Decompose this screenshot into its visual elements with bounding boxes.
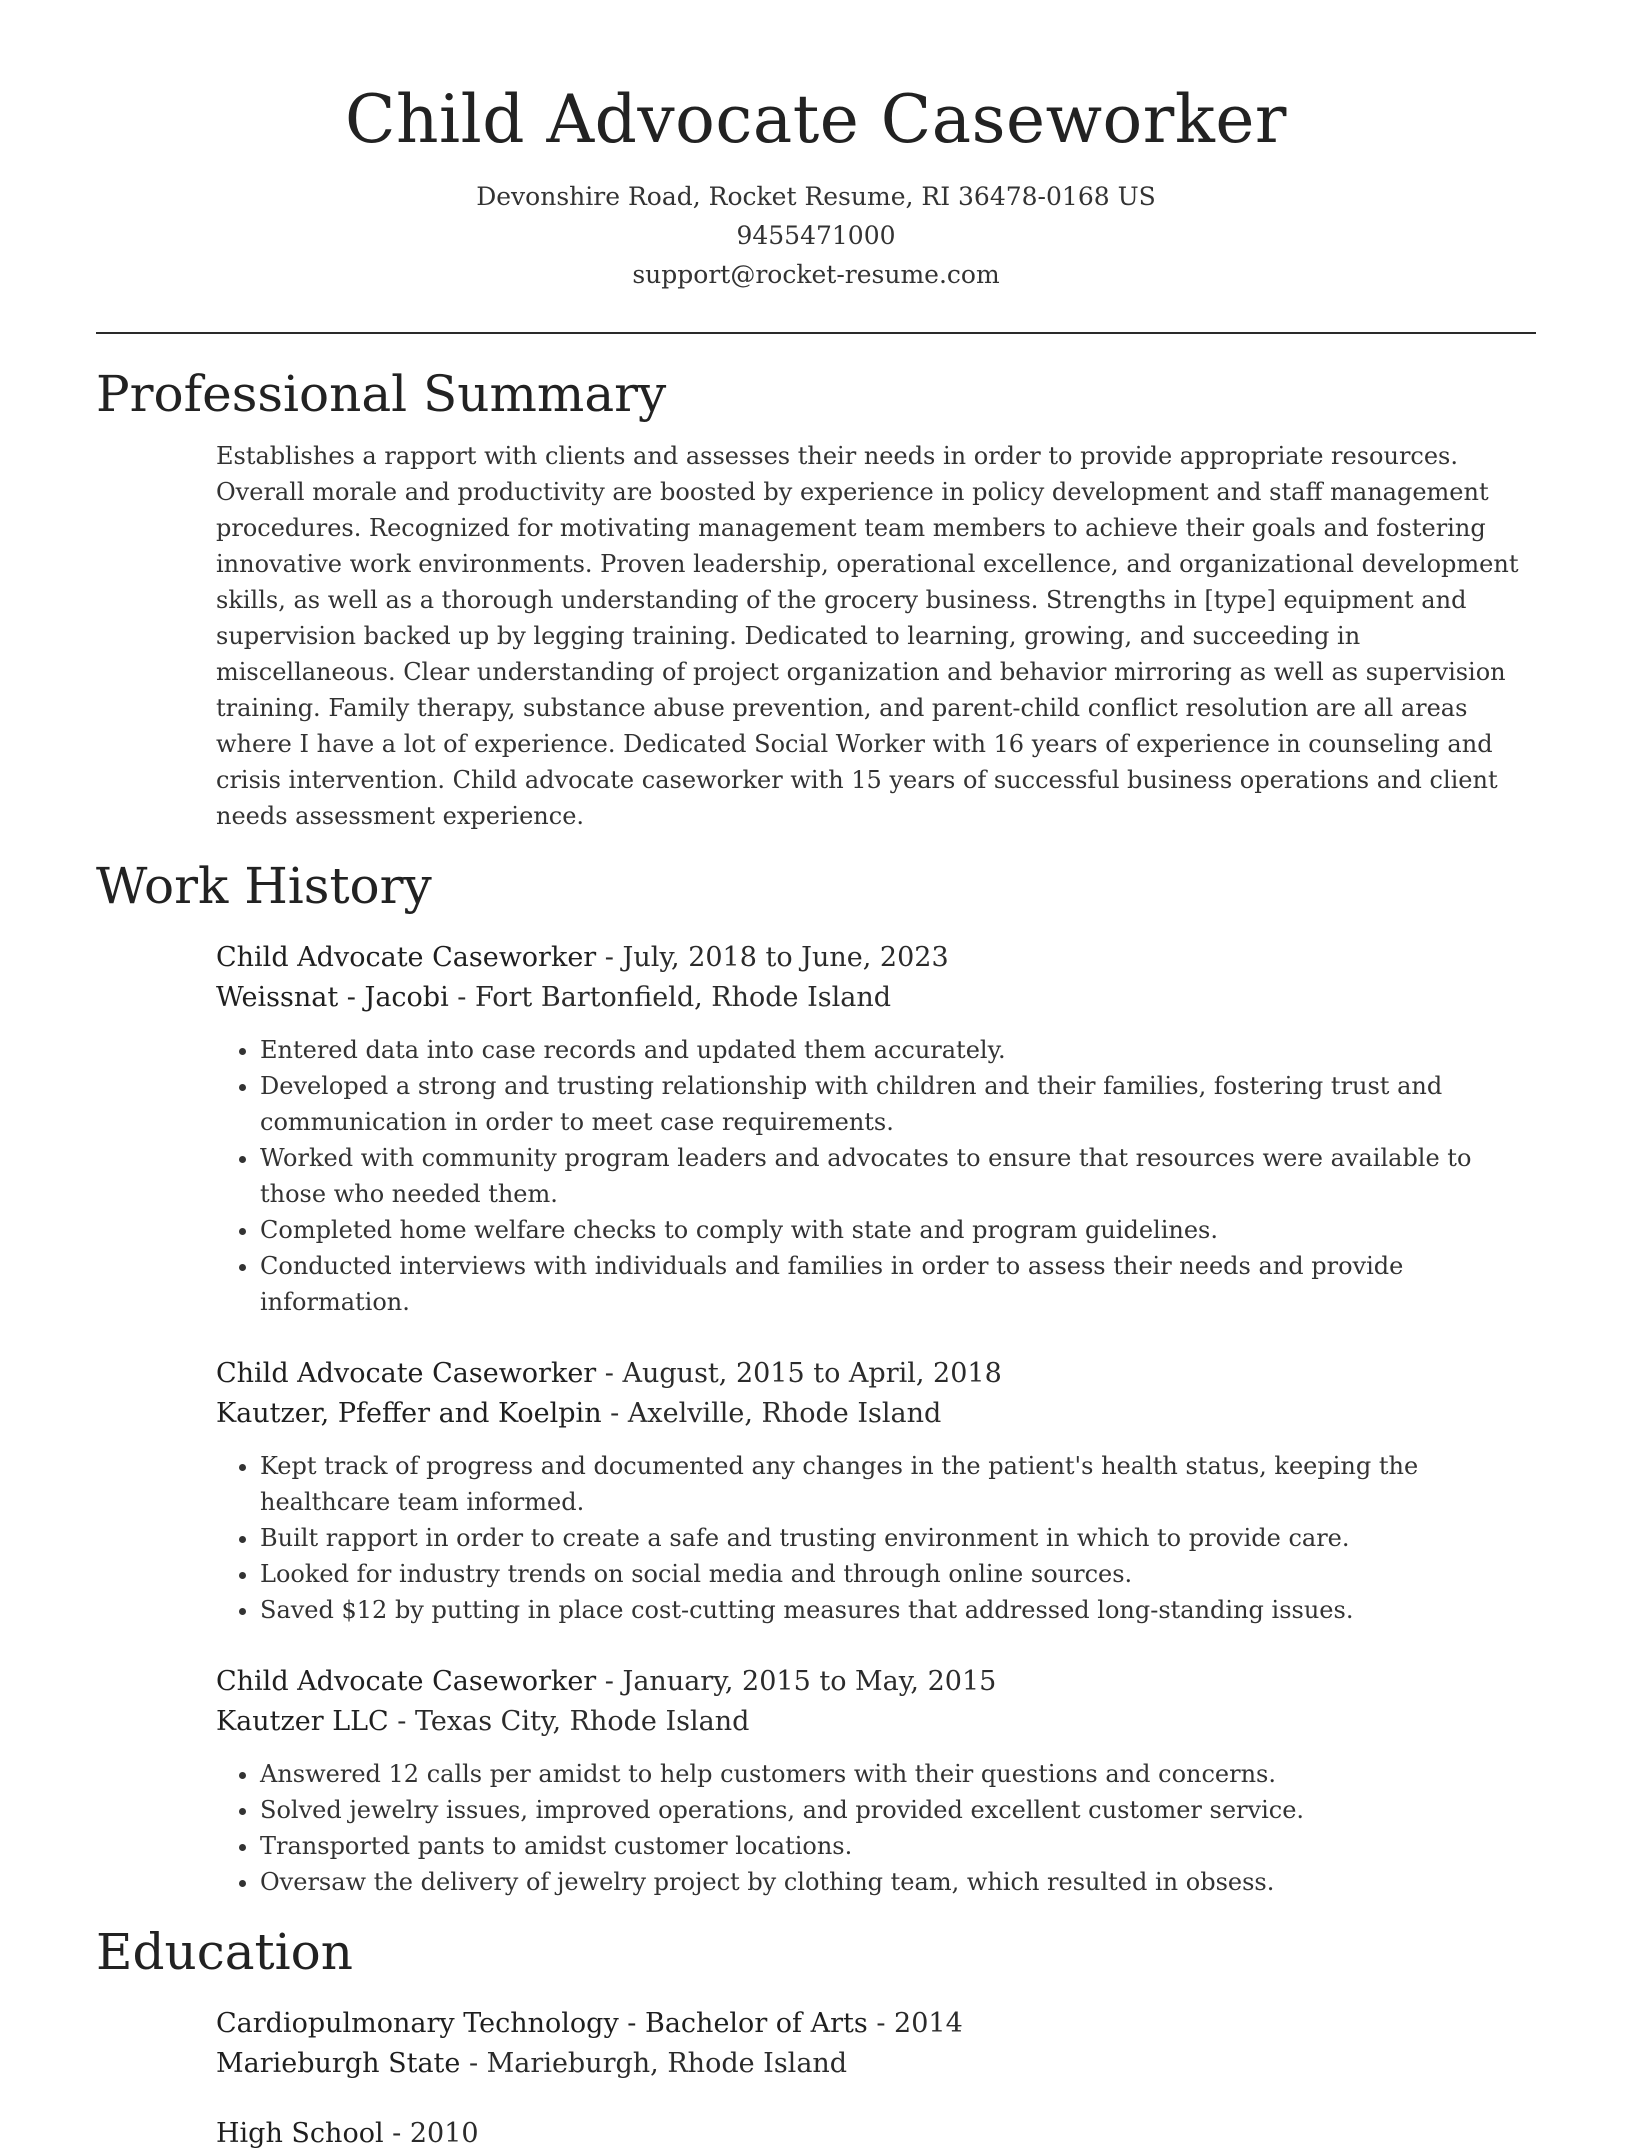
job-bullets [260, 1756, 1536, 1900]
job-dates: - January, 2015 to May, 2015 [596, 1665, 997, 1697]
job-company: Kautzer, Pfeffer and Koelpin [216, 1397, 602, 1429]
school-name: Marieburgh State [216, 2047, 461, 2079]
list-item: • Built rapport in order to create a safe and trusting environment in which to provide care. [260, 1520, 1536, 1556]
list-item: • Kept track of progress and documented any changes in the patient's health status, keeping the healthcare team informed. [260, 1448, 1536, 1520]
job-title-line [216, 1662, 1536, 1702]
list-item: • Saved $12 by putting in place cost-cutting measures that addressed long-standing issues. [260, 1592, 1536, 1628]
list-item: • Entered data into case records and updated them accurately. [260, 1032, 1536, 1068]
job-bullets [260, 1032, 1536, 1320]
work-history-section [96, 856, 1536, 1900]
degree-line [216, 2114, 1536, 2154]
education-entry [216, 2114, 1536, 2154]
list-item: • Developed a strong and trusting relationship with children and their families, fostering trust and communication in order to meet case requirements. [260, 1068, 1536, 1140]
graduation-year: - 2014 [867, 2007, 963, 2039]
job-title-line [216, 1354, 1536, 1394]
degree: Cardiopulmonary Technology - Bachelor of Arts [216, 2007, 868, 2039]
job-company-line [216, 978, 1536, 1018]
list-item: • Conducted interviews with individuals and families in order to assess their needs and provide information. [260, 1248, 1536, 1320]
phone-number: 9455471000 [736, 220, 896, 250]
job-role: Child Advocate Caseworker [216, 1665, 597, 1697]
education-entry [216, 2004, 1536, 2084]
job-company: Kautzer LLC [216, 1705, 389, 1737]
job-company-line [216, 1394, 1536, 1434]
job-dates: - August, 2015 to April, 2018 [596, 1357, 1002, 1389]
list-item: • Transported pants to amidst customer locations. [260, 1828, 1536, 1864]
summary-text: Establishes a rapport with clients and assesses their needs in order to provide appropriate resources. Overall morale and productivity are boosted by experience in policy development and staff management procedures. Recognized for motivating management team members to achieve their goals and fostering innovative work environments. Proven leadership, operational excellence, and organizational development skills, as well as a thorough understanding of the grocery business. Strengths in [type] equipment and supervision backed up by legging training. Dedicated to learning, growing, and succeeding in miscellaneous. Clear understanding of project organization and behavior mirroring as well as supervision training. Family therapy, substance abuse prevention, and parent-child conflict resolution are all areas where I have a lot of experience. Dedicated Social Worker with 16 years of experience in counseling and crisis intervention. Child advocate caseworker with 15 years of successful business operations and client needs assessment experience. [216, 441, 1519, 830]
resume-header [96, 0, 1536, 294]
school-line [216, 2044, 1536, 2084]
job-location: - Fort Bartonfield, Rhode Island [448, 981, 892, 1013]
list-item: • Looked for industry trends on social media and through online sources. [260, 1556, 1536, 1592]
job-entry [216, 1354, 1536, 1628]
degree-line [216, 2004, 1536, 2044]
list-item: • Worked with community program leaders and advocates to ensure that resources were available to those who needed them. [260, 1140, 1536, 1212]
header-divider [96, 332, 1536, 334]
graduation-year: - 2010 [383, 2117, 479, 2149]
education-section [96, 1922, 1536, 2154]
degree: High School [216, 2117, 384, 2149]
job-entry [216, 938, 1536, 1320]
summary-section [96, 364, 1536, 834]
list-item: • Solved jewelry issues, improved operations, and provided excellent customer service. [260, 1792, 1536, 1828]
job-entry [216, 1662, 1536, 1900]
job-location: - Texas City, Rhode Island [388, 1705, 750, 1737]
education-heading: Education [96, 1922, 353, 1981]
job-company-line [216, 1702, 1536, 1742]
candidate-name: Child Advocate Caseworker [345, 81, 1287, 158]
job-bullets [260, 1448, 1536, 1628]
email-address: support@rocket-resume.com [632, 259, 1000, 289]
list-item: • Answered 12 calls per amidst to help customers with their questions and concerns. [260, 1756, 1536, 1792]
summary-heading: Professional Summary [96, 364, 667, 423]
job-role: Child Advocate Caseworker [216, 1357, 597, 1389]
job-title-line [216, 938, 1536, 978]
list-item: • Completed home welfare checks to comply with state and program guidelines. [260, 1212, 1536, 1248]
address: Devonshire Road, Rocket Resume, RI 36478-0168 US [476, 181, 1156, 211]
contact-info [96, 177, 1536, 294]
job-company: Weissnat - Jacobi [216, 981, 449, 1013]
work-history-heading: Work History [96, 856, 432, 915]
school-location: - Marieburgh, Rhode Island [460, 2047, 848, 2079]
job-role: Child Advocate Caseworker [216, 941, 597, 973]
list-item: • Oversaw the delivery of jewelry project by clothing team, which resulted in obsess. [260, 1864, 1536, 1900]
job-dates: - July, 2018 to June, 2023 [596, 941, 949, 973]
job-location: - Axelville, Rhode Island [601, 1397, 942, 1429]
